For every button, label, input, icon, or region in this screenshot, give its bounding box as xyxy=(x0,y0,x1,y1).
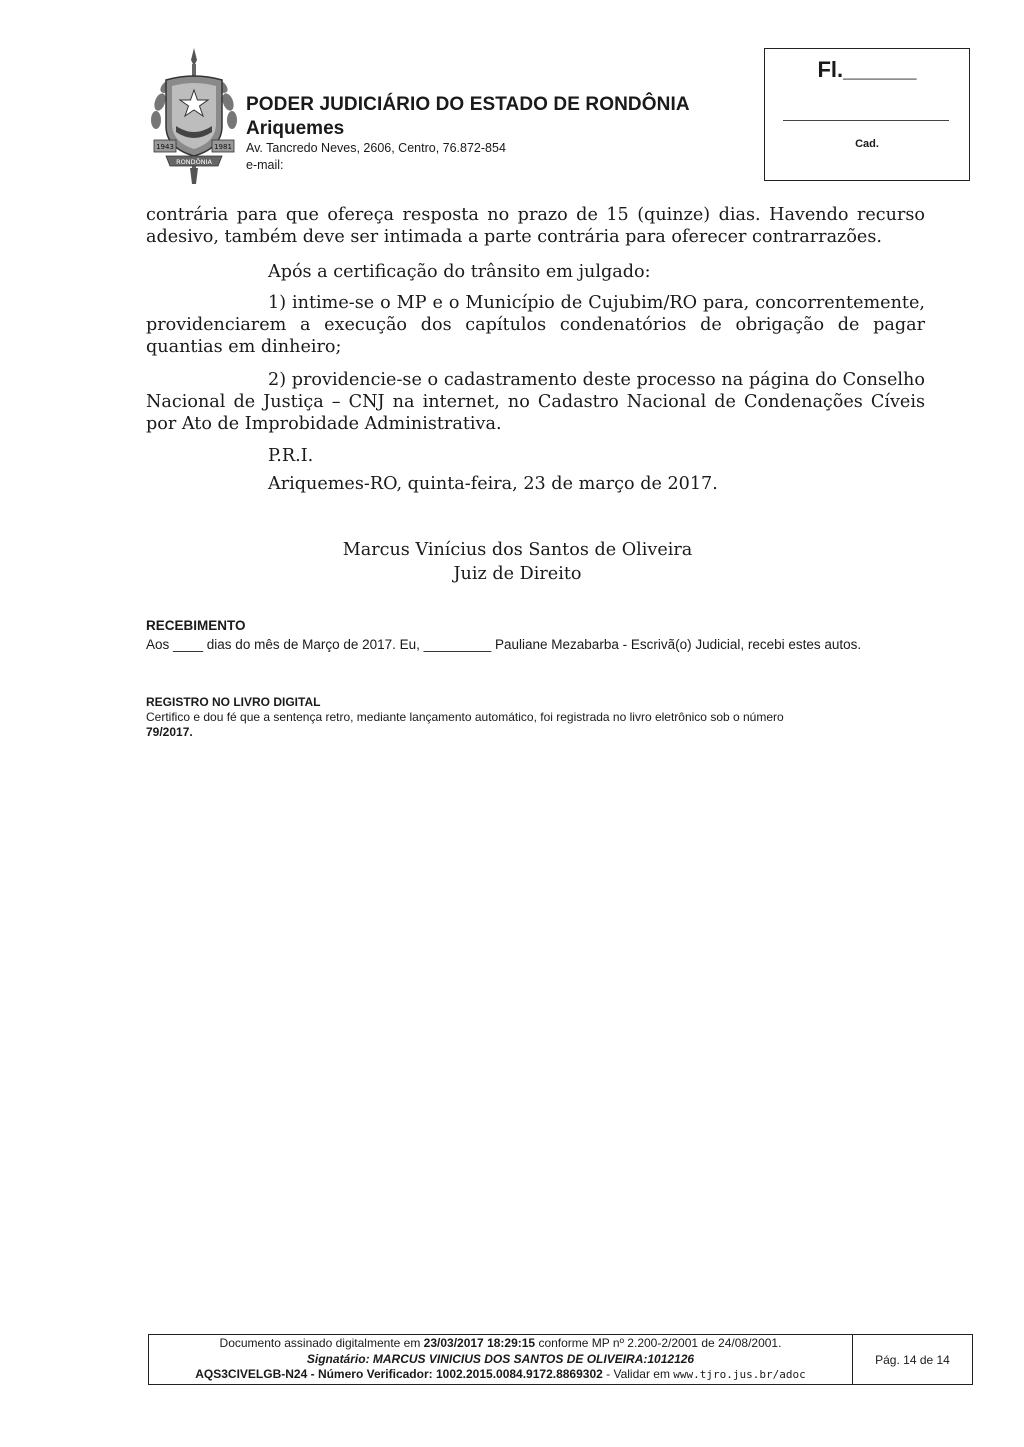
registro-text: Certifico e dou fé que a sentença retro, mediante lançamento automático, foi registrada no livro eletrônico sob o número xyxy=(146,710,784,724)
recebimento-heading: RECEBIMENTO xyxy=(146,618,246,633)
registro-heading: REGISTRO NO LIVRO DIGITAL xyxy=(146,695,321,709)
folio-cad-label: Cad. xyxy=(855,138,879,150)
folio-box xyxy=(764,48,970,181)
validation-link[interactable]: www.tjro.jus.br/adoc xyxy=(673,1368,806,1381)
folio-signature-line xyxy=(783,120,949,121)
court-address: Av. Tancredo Neves, 2606, Centro, 76.872-854 xyxy=(246,141,506,155)
folio-number: Fl.______ xyxy=(817,57,917,82)
page-number: Pág. 14 de 14 xyxy=(875,1352,950,1367)
footer-signatory: Signatário: MARCUS VINICIUS DOS SANTOS DE OLIVEIRA:1012126 xyxy=(306,1351,695,1366)
recebimento-text: Aos ____ dias do mês de Março de 2017. Eu, _________ Pauliane Mezabarba - Escrivã(o) Judicial, recebi estes autos. xyxy=(146,637,862,652)
svg-text:1981: 1981 xyxy=(214,143,232,151)
paragraph-item-1: 1) intime-se o MP e o Município de Cujubim/RO para, concorrentemente, providenciarem a execução dos capítulos condenatórios de obrigação de pagar quantias em dinheiro; xyxy=(146,293,925,357)
footer-verifier: AQS3CIVELGB-N24 - Número Verificador: 1002.2015.0084.9172.8869302 - Validar em www.tjro.jus.br/adoc xyxy=(195,1367,806,1381)
footer-signature-info xyxy=(149,1335,853,1384)
svg-text:1943: 1943 xyxy=(156,143,174,151)
judge-role: Juiz de Direito xyxy=(453,564,582,584)
paragraph-after-judgment: Após a certificação do trânsito em julgado: xyxy=(268,262,651,282)
coat-of-arms-logo xyxy=(146,46,242,186)
paragraph-date-place: Ariquemes-RO, quinta-feira, 23 de março de 2017. xyxy=(268,474,718,494)
paragraph-response-deadline: contrária para que ofereça resposta no prazo de 15 (quinze) dias. Havendo recurso adesivo, também deve ser intimada a parte contrária para oferecer contrarrazões. xyxy=(146,205,925,247)
paragraph-pri: P.R.I. xyxy=(268,446,314,466)
svg-text:RONDÔNIA: RONDÔNIA xyxy=(176,158,212,166)
court-title: PODER JUDICIÁRIO DO ESTADO DE RONDÔNIA xyxy=(246,94,690,115)
digital-signature-footer xyxy=(148,1334,973,1385)
footer-line-1: Documento assinado digitalmente em 23/03/2017 18:29:15 conforme MP nº 2.200-2/2001 de 24/08/2001. xyxy=(219,1336,782,1350)
registro-number: 79/2017. xyxy=(146,725,193,739)
court-email-label: e-mail: xyxy=(246,158,284,172)
court-location: Ariquemes xyxy=(246,118,345,139)
judge-name: Marcus Vinícius dos Santos de Oliveira xyxy=(342,540,693,560)
paragraph-item-2: 2) providencie-se o cadastramento deste processo na página do Conselho Nacional de Justiça – CNJ na internet, no Cadastro Nacional de Condenações Cíveis por Ato de Improbidade Administrativa. xyxy=(146,370,925,434)
